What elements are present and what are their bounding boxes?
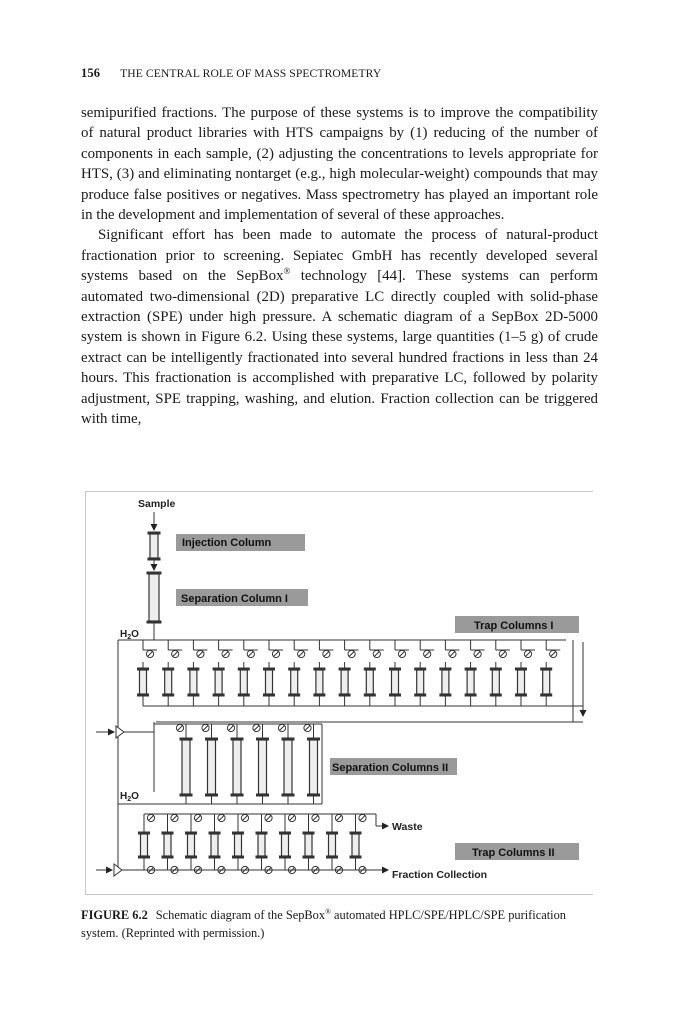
- trap-column-1-cap-top: [390, 668, 401, 670]
- trap-column-1-cap-bottom: [213, 694, 224, 696]
- trap-column-1-cap-bottom: [415, 694, 426, 696]
- separation-column-2: [310, 740, 318, 794]
- separation-column-2-cap-bottom: [231, 794, 243, 796]
- trap-column-2-cap-top: [327, 832, 338, 834]
- registered-mark: ®: [283, 266, 291, 277]
- trap-column-2-cap-bottom: [233, 856, 244, 858]
- trap-column-1: [140, 670, 147, 694]
- separation-column-2-cap-bottom: [308, 794, 320, 796]
- trap-column-2-cap-bottom: [256, 856, 267, 858]
- trap-column-1-cap-top: [465, 668, 476, 670]
- trap-column-1: [467, 670, 474, 694]
- injection-column-cap-top: [148, 532, 160, 534]
- trap-column-1: [492, 670, 499, 694]
- trap-column-1: [240, 670, 247, 694]
- trap-column-1-cap-top: [264, 668, 275, 670]
- separation-column-2-cap-top: [282, 738, 294, 740]
- separation-column-2-cap-bottom: [282, 794, 294, 796]
- h2o-label-1: $H_2O$: [120, 629, 139, 641]
- trap-column-1-cap-bottom: [516, 694, 527, 696]
- trap-column-1-cap-top: [490, 668, 501, 670]
- separation-column-1-cap-top: [147, 572, 161, 574]
- schematic-diagram: [86, 492, 593, 894]
- trap-column-1-cap-bottom: [163, 694, 174, 696]
- trap-column-2: [235, 834, 242, 856]
- separation-column-2-cap-bottom: [257, 794, 269, 796]
- injection-column-cap-bottom: [148, 558, 160, 560]
- trap-column-2-cap-top: [303, 832, 314, 834]
- trap-column-2-cap-bottom: [209, 856, 220, 858]
- separation-column-2: [233, 740, 241, 794]
- injection-column-label: Injection Column: [182, 537, 272, 549]
- trap-column-1-cap-bottom: [138, 694, 149, 696]
- trap-column-1: [266, 670, 273, 694]
- trap-column-1-cap-top: [138, 668, 149, 670]
- trap-column-2-cap-bottom: [350, 856, 361, 858]
- trap-column-1: [316, 670, 323, 694]
- trap-column-2: [164, 834, 171, 856]
- trap-columns-1-label: Trap Columns I: [474, 620, 554, 632]
- trap-column-2: [282, 834, 289, 856]
- trap-column-1-cap-bottom: [490, 694, 501, 696]
- separation-column-2: [208, 740, 216, 794]
- trap-column-1-cap-bottom: [339, 694, 350, 696]
- pump-icon: [116, 726, 124, 738]
- trap-column-2-cap-top: [186, 832, 197, 834]
- trap-column-1-cap-bottom: [364, 694, 375, 696]
- trap-column-2: [352, 834, 359, 856]
- injection-column: [150, 534, 158, 558]
- separation-column-1-cap-bottom: [147, 621, 161, 623]
- trap-column-2: [211, 834, 218, 856]
- trap-column-1: [291, 670, 298, 694]
- trap-column-1: [518, 670, 525, 694]
- trap-column-1-cap-top: [440, 668, 451, 670]
- trap-column-2-cap-top: [256, 832, 267, 834]
- trap-column-2-cap-top: [350, 832, 361, 834]
- trap-column-1: [543, 670, 550, 694]
- waste-label: Waste: [392, 821, 423, 833]
- trap-column-1-cap-top: [541, 668, 552, 670]
- trap-column-1-cap-top: [238, 668, 249, 670]
- separation-column-2: [259, 740, 267, 794]
- trap-column-1-cap-bottom: [264, 694, 275, 696]
- trap-column-2: [305, 834, 312, 856]
- trap-column-1-cap-top: [163, 668, 174, 670]
- trap-column-1: [392, 670, 399, 694]
- trap-column-1: [366, 670, 373, 694]
- trap-column-1-cap-top: [289, 668, 300, 670]
- fraction-collection-label: Fraction Collection: [392, 869, 488, 881]
- figure-caption: [81, 906, 598, 942]
- trap-column-2-cap-top: [233, 832, 244, 834]
- trap-column-2-cap-top: [209, 832, 220, 834]
- trap-column-1-cap-top: [516, 668, 527, 670]
- separation-column-1-label: Separation Column I: [181, 593, 288, 605]
- separation-columns-2-label: Separation Columns II: [332, 762, 449, 774]
- trap-column-2-cap-top: [280, 832, 291, 834]
- separation-column-2-cap-top: [231, 738, 243, 740]
- trap-column-1: [165, 670, 172, 694]
- caption-registered-mark: ®: [325, 906, 331, 916]
- trap-column-1-cap-bottom: [440, 694, 451, 696]
- trap-column-1: [417, 670, 424, 694]
- trap-column-1-cap-top: [415, 668, 426, 670]
- trap-column-2-cap-bottom: [186, 856, 197, 858]
- trap-column-2: [141, 834, 148, 856]
- trap-column-2-cap-bottom: [280, 856, 291, 858]
- trap-column-1-cap-top: [314, 668, 325, 670]
- paragraph-2: [81, 225, 598, 429]
- trap-column-1-cap-bottom: [314, 694, 325, 696]
- trap-column-1-cap-bottom: [541, 694, 552, 696]
- trap-column-1: [442, 670, 449, 694]
- page-number: 156: [81, 66, 101, 80]
- trap-column-1-cap-top: [364, 668, 375, 670]
- caption-label: FIGURE 6.2: [81, 908, 148, 922]
- separation-column-2-cap-bottom: [180, 794, 192, 796]
- running-head: [81, 66, 381, 81]
- trap-column-1-cap-bottom: [390, 694, 401, 696]
- trap-column-1-cap-top: [188, 668, 199, 670]
- separation-column-2-cap-bottom: [206, 794, 218, 796]
- trap-column-1-cap-top: [213, 668, 224, 670]
- separation-column-2-cap-top: [206, 738, 218, 740]
- trap-column-2-cap-bottom: [162, 856, 173, 858]
- sample-label: Sample: [138, 498, 176, 510]
- trap-column-2-cap-bottom: [327, 856, 338, 858]
- paragraph-1: semipurified fractions. The purpose of these systems is to improve the compatibility of natural product libraries with HTS campaigns by (1) reducing of the number of components in each sample, (2) adjusting the concentrations to levels appropriate for HTS, (3) and eliminating nontarget (e.g., high molecular-weight) compounds that may produce false positives or negatives. Mass spectrometry has played an important role in the development and implementation of several of these approaches.: [81, 105, 598, 224]
- trap-column-1-cap-bottom: [188, 694, 199, 696]
- trap-column-1: [215, 670, 222, 694]
- trap-column-1-cap-bottom: [465, 694, 476, 696]
- trap-column-2: [258, 834, 265, 856]
- trap-column-1-cap-top: [339, 668, 350, 670]
- separation-column-2: [284, 740, 292, 794]
- trap-column-2-cap-top: [162, 832, 173, 834]
- trap-columns-2-label: Trap Columns II: [472, 847, 555, 859]
- paragraph-2-part-2: technology [44]. These systems can perform automated two-dimensional (2D) preparative LC directly coupled with solid-phase extraction (SPE) under high pressure. A schematic diagram of a SepBox 2D-5000 system is shown in Figure 6.2. Using these systems, large quantities (1–5 g) of crude extract can be intelligently fractionated into several hundred fractions in less than 24 hours. This fractionation is accomplished with preparative LC, followed by polarity adjustment, SPE trapping, washing, and elution. Fraction collection can be triggered with time,: [81, 268, 598, 428]
- separation-column-2: [182, 740, 190, 794]
- running-title: THE CENTRAL ROLE OF MASS SPECTROMETRY: [120, 67, 382, 80]
- separation-column-2-cap-top: [180, 738, 192, 740]
- figure-6-2: [85, 491, 593, 895]
- paragraph-2-part-1: Significant effort has been made to automate the process of natural-product fractionation prior to screening. Sepiatec GmbH has recently developed several systems based on the SepBox: [81, 227, 598, 285]
- trap-column-1-cap-bottom: [238, 694, 249, 696]
- trap-column-1: [190, 670, 197, 694]
- trap-column-2-cap-top: [139, 832, 150, 834]
- trap-column-2-cap-bottom: [139, 856, 150, 858]
- trap-column-1-cap-bottom: [289, 694, 300, 696]
- h2o-label-2: $H_2O$: [120, 791, 139, 803]
- body-text: [81, 103, 598, 430]
- separation-column-2-cap-top: [308, 738, 320, 740]
- trap-column-1: [341, 670, 348, 694]
- separation-column-1: [149, 574, 159, 621]
- trap-column-2: [329, 834, 336, 856]
- caption-text-2: automated HPLC/SPE/HPLC/SPE purification system. (Reprinted with permission.): [81, 908, 566, 940]
- trap-column-2-cap-bottom: [303, 856, 314, 858]
- caption-text-1: Schematic diagram of the SepBox: [155, 908, 326, 922]
- separation-column-2-cap-top: [257, 738, 269, 740]
- trap-column-2: [188, 834, 195, 856]
